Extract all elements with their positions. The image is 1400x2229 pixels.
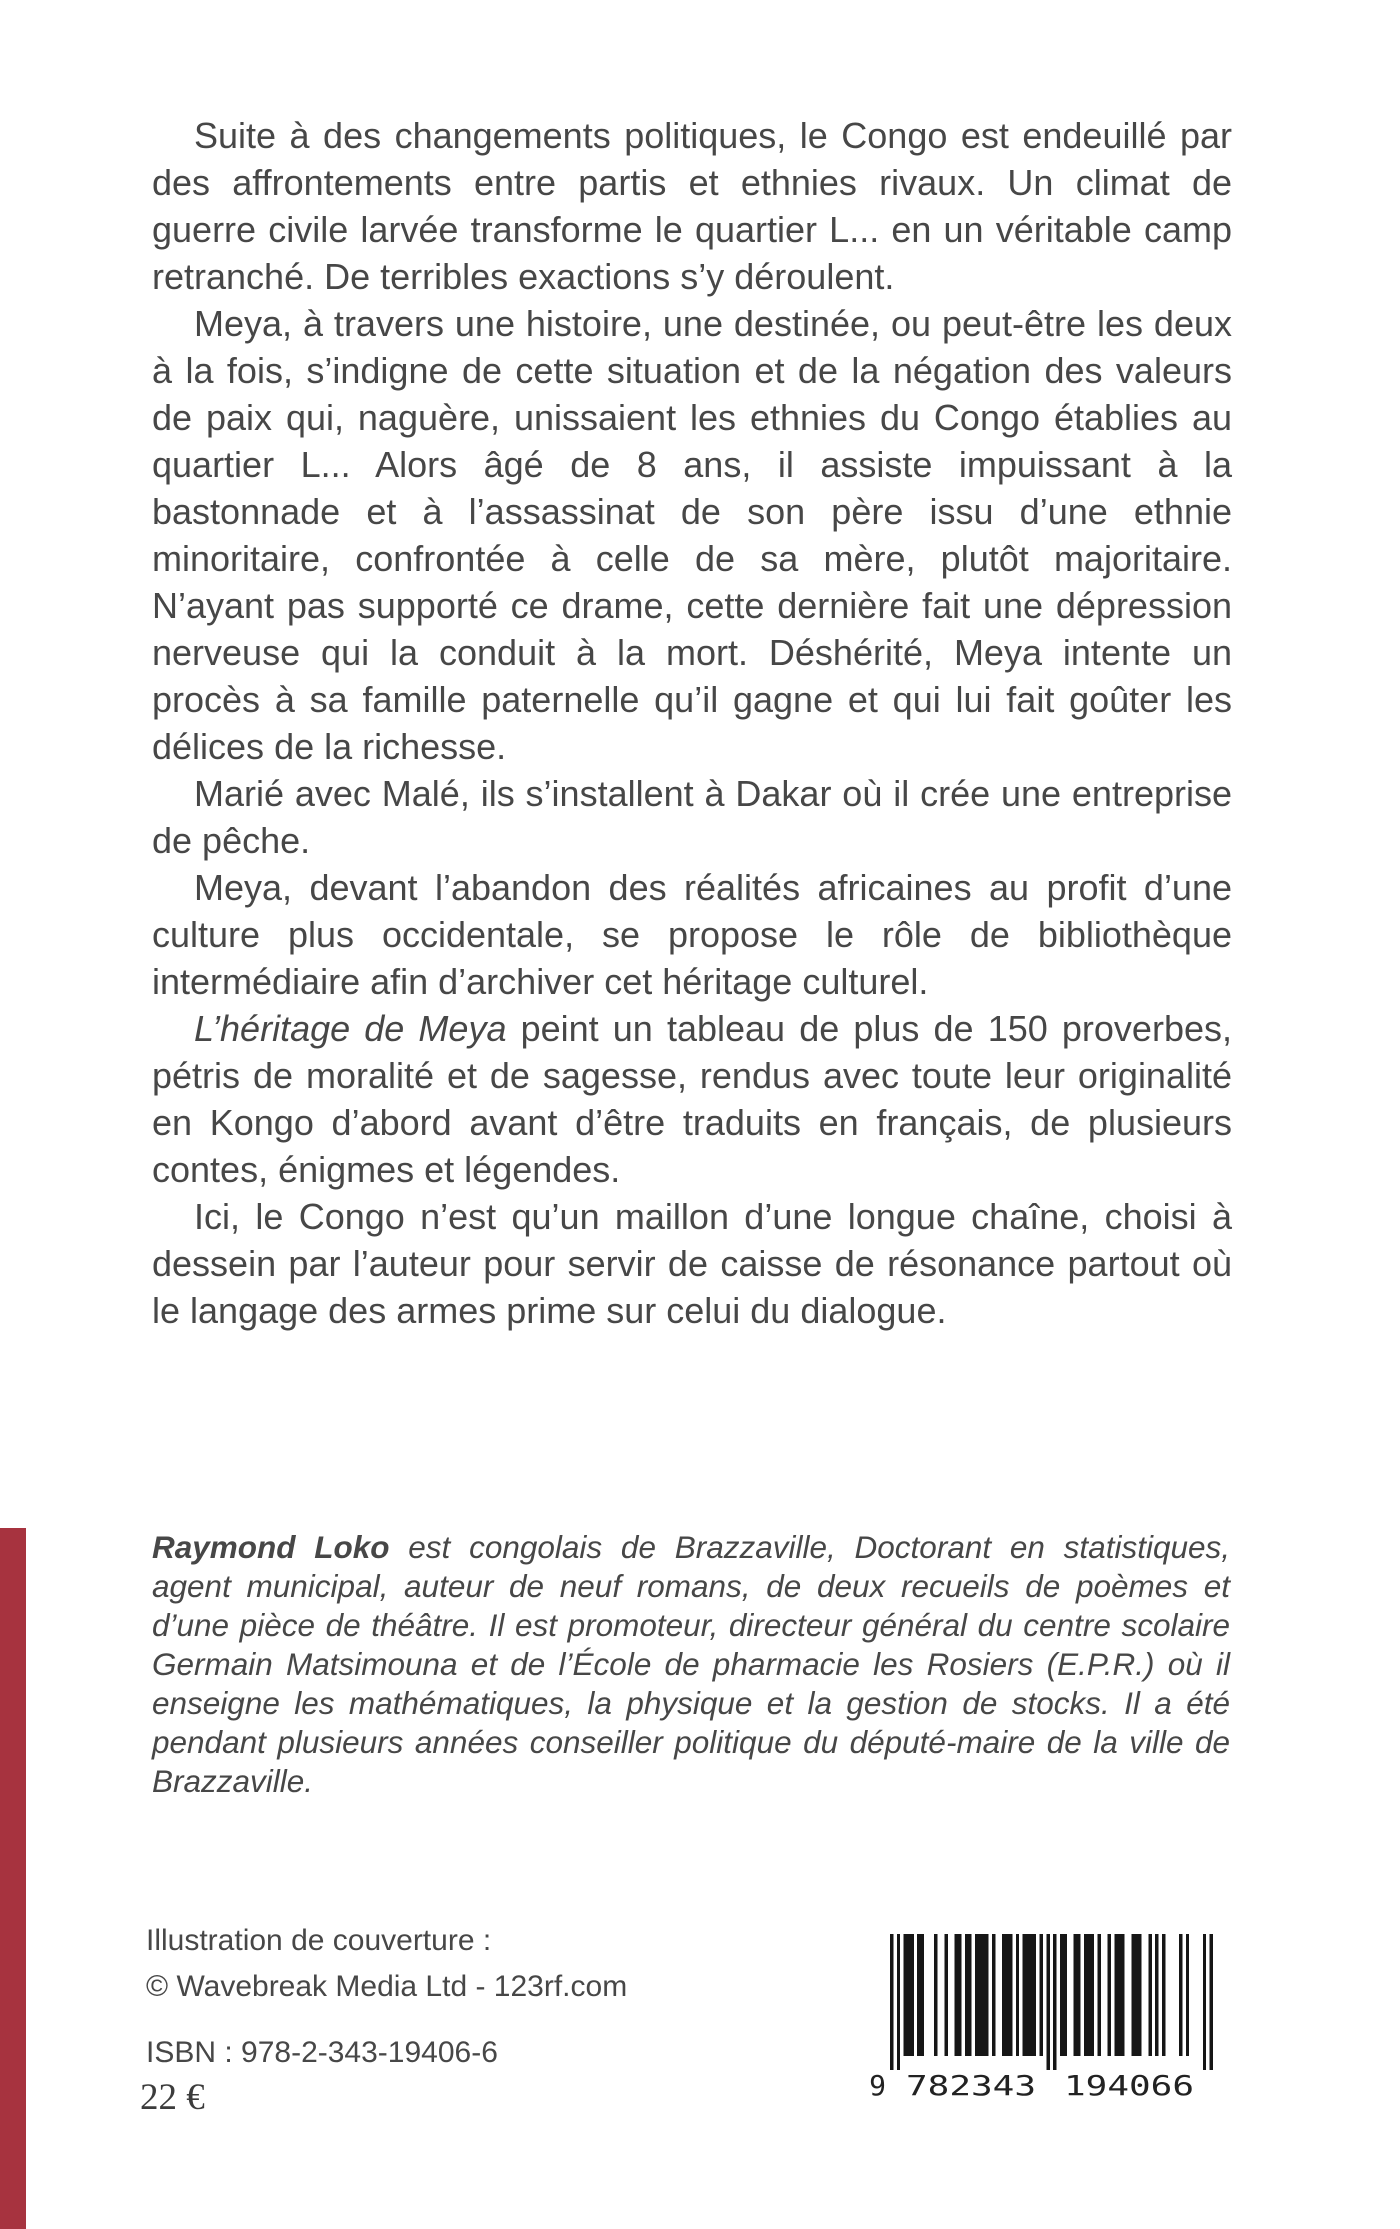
- illustration-credit-text: © Wavebreak Media Ltd - 123rf.com: [146, 1970, 628, 2003]
- cover-illustration-credit: [146, 1918, 627, 2010]
- author-bio: [152, 1528, 1230, 1801]
- book-title: L’héritage de Meya: [194, 1008, 507, 1049]
- barcode-box: [864, 1934, 1220, 2102]
- synopsis-paragraph-2: Meya, à travers une histoire, une destinée, ou peut-être les deux à la fois, s’indigne de cette situation et de la négation des valeurs de paix qui, naguère, unissaient les ethnies du Congo établies au quartier L... Alors âgé de 8 ans, il assiste impuissant à la bastonnade et à l’assassinat de son père issu d’une ethnie minoritaire, confrontée à celle de sa mère, plutôt majoritaire. N’ayant pas supporté ce drame, cette dernière fait une dépression nerveuse qui la conduit à la mort. Déshérité, Meya intente un procès à sa famille paternelle qu’il gagne et qui lui fait goûter les délices de la richesse.: [152, 303, 1232, 767]
- author-name: Raymond Loko: [152, 1529, 390, 1565]
- synopsis-paragraph-1: Suite à des changements politiques, le Congo est endeuillé par des affrontements entre partis et ethnies rivaux. Un climat de guerre civile larvée transforme le quartier L... en un véritable camp retranché. De terribles exactions s’y déroulent.: [152, 115, 1232, 297]
- price-text: 22 €: [140, 2077, 205, 2118]
- synopsis-paragraph-5-text: peint un tableau de plus de 150 proverbes, pétris de moralité et de sagesse, rendus avec toute leur originalité en Kongo d’abord avant d’être traduits en français, de plusieurs contes, énigmes et légendes.: [152, 1008, 1232, 1190]
- author-bio-text: est congolais de Brazzaville, Doctorant en statistiques, agent municipal, auteur de neuf romans, de deux recueils de poèmes et d’une pièce de théâtre. Il est promoteur, directeur général du centre scolaire Germain Matsimouna et de l’École de pharmacie les Rosiers (E.P.R.) où il enseigne les mathématiques, la physique et la gestion de stocks. Il a été pendant plusieurs années conseiller politique du député-maire de la ville de Brazzaville.: [152, 1529, 1230, 1799]
- illustration-credit-label: Illustration de couverture :: [146, 1924, 492, 1957]
- synopsis: [152, 112, 1232, 1334]
- synopsis-paragraph-3: Marié avec Malé, ils s’installent à Dakar où il crée une entreprise de pêche.: [152, 773, 1232, 861]
- synopsis-paragraph-4: Meya, devant l’abandon des réalités africaines au profit d’une culture plus occidentale, se propose le rôle de bibliothèque intermédiaire afin d’archiver cet héritage culturel.: [152, 867, 1232, 1002]
- ean13-barcode: [864, 1934, 1220, 2102]
- isbn-text: ISBN : 978-2-343-19406-6: [146, 2036, 498, 2069]
- spine-stripe: [0, 1528, 26, 2229]
- barcode-digits-left: 782343: [906, 2069, 1036, 2102]
- barcode-digit-lead: 9: [869, 2069, 886, 2102]
- synopsis-paragraph-5: [152, 1005, 1232, 1193]
- synopsis-paragraph-6: Ici, le Congo n’est qu’un maillon d’une longue chaîne, choisi à dessein par l’auteur pour servir de caisse de résonance partout où le langage des armes prime sur celui du dialogue.: [152, 1196, 1232, 1331]
- barcode-digits-right: 194066: [1064, 2069, 1194, 2102]
